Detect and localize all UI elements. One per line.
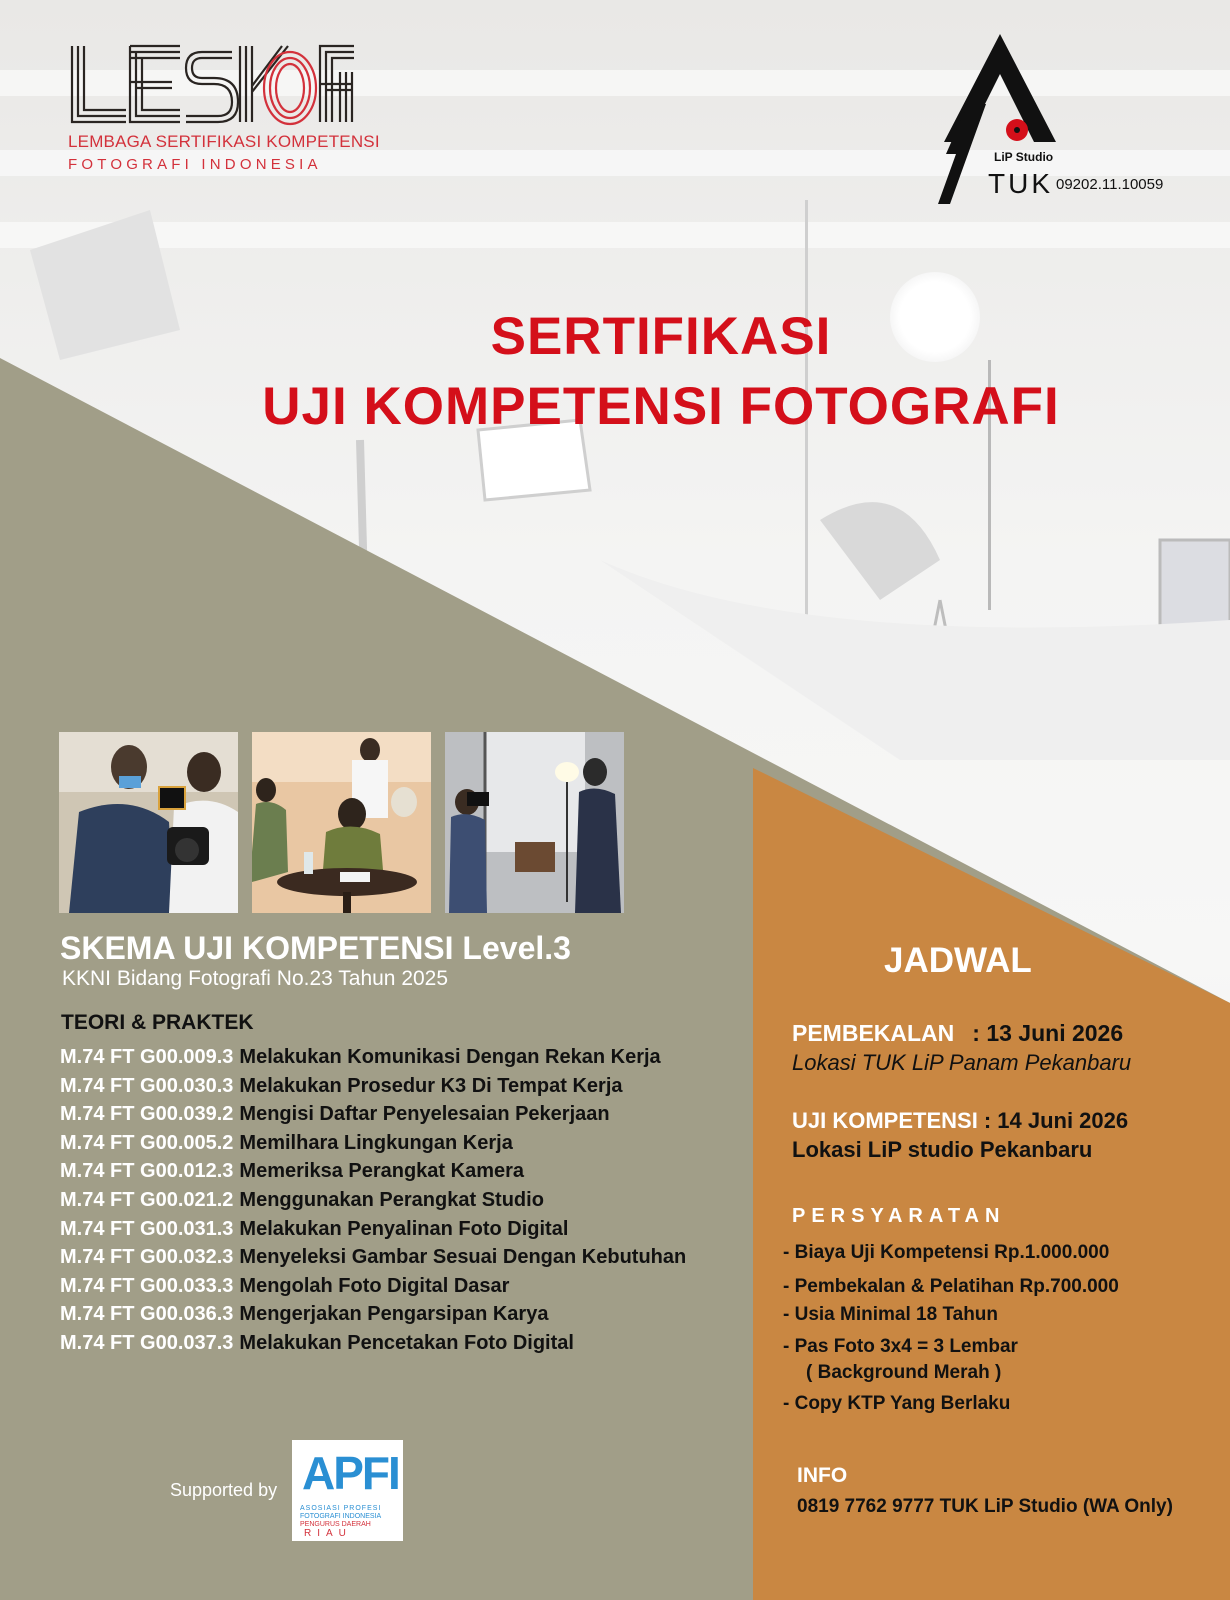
theory-practice-heading: TEORI & PRAKTEK (61, 1011, 254, 1034)
unit-code: M.74 FT G00.012.3 (60, 1160, 234, 1183)
unit-description: Memilhara Lingkungan Kerja (239, 1131, 513, 1154)
uji-kompetensi-label: UJI KOMPETENSI (792, 1108, 978, 1133)
unit-code: M.74 FT G00.021.2 (60, 1188, 234, 1211)
photo-camera-check (59, 732, 238, 913)
uji-kompetensi-location: Lokasi LiP studio Pekanbaru (792, 1137, 1093, 1162)
apfi-riau-logo (292, 1440, 403, 1541)
unit-code: M.74 FT G00.039.2 (60, 1103, 234, 1126)
requirement-item: - Pas Foto 3x4 = 3 Lembar (783, 1336, 1018, 1357)
pembekalan-location: Lokasi TUK LiP Panam Pekanbaru (792, 1050, 1132, 1075)
competency-unit (60, 1275, 686, 1304)
unit-code: M.74 FT G00.031.3 (60, 1217, 234, 1240)
competency-unit (60, 1160, 686, 1189)
competency-unit-list (60, 1046, 686, 1361)
scheme-title: SKEMA UJI KOMPETENSI Level.3 (60, 930, 571, 966)
unit-description: Melakukan Penyalinan Foto Digital (239, 1217, 569, 1240)
unit-description: Menyeleksi Gambar Sesuai Dengan Kebutuhan (239, 1246, 687, 1269)
scheme-subtitle: KKNI Bidang Fotografi No.23 Tahun 2025 (62, 967, 449, 990)
info-contact: 0819 7762 9777 TUK LiP Studio (WA Only) (797, 1496, 1173, 1517)
apfi-line4: RIAU (304, 1528, 352, 1539)
tuk-code: 09202.11.10059 (1056, 176, 1164, 193)
requirement-item-note: ( Background Merah ) (806, 1362, 1002, 1383)
unit-description: Melakukan Pencetakan Foto Digital (239, 1331, 574, 1354)
supported-by-label: Supported by (170, 1480, 278, 1500)
competency-unit (60, 1103, 686, 1132)
apfi-line2: FOTOGRAFI INDONESIA (300, 1513, 382, 1520)
pembekalan-date: : 13 Juni 2026 (972, 1020, 1124, 1046)
photo-studio-practice (445, 732, 624, 913)
leskofi-logo (68, 42, 380, 173)
unit-code: M.74 FT G00.036.3 (60, 1303, 234, 1326)
tuk-label: TUK (988, 168, 1053, 199)
competency-unit (60, 1246, 686, 1275)
competency-unit (60, 1189, 686, 1218)
apfi-line3: PENGURUS DAERAH (300, 1521, 371, 1528)
competency-unit (60, 1332, 686, 1361)
tuk-lip-studio-logo (938, 34, 1178, 204)
unit-description: Memeriksa Perangkat Kamera (239, 1160, 525, 1183)
unit-code: M.74 FT G00.005.2 (60, 1131, 234, 1154)
photo-written-test (252, 732, 431, 913)
schedule-heading: JADWAL (884, 941, 1032, 980)
unit-description: Melakukan Prosedur K3 Di Tempat Kerja (239, 1074, 623, 1097)
requirements-heading: PERSYARATAN (792, 1205, 1006, 1227)
unit-description: Mengerjakan Pengarsipan Karya (239, 1303, 549, 1326)
competency-unit (60, 1132, 686, 1161)
competency-unit (60, 1303, 686, 1332)
unit-code: M.74 FT G00.032.3 (60, 1246, 234, 1269)
unit-code: M.74 FT G00.009.3 (60, 1046, 234, 1068)
uji-kompetensi-row (792, 1108, 1128, 1134)
requirement-item: - Usia Minimal 18 Tahun (783, 1304, 999, 1325)
info-heading: INFO (797, 1464, 848, 1487)
unit-description: Menggunakan Perangkat Studio (239, 1188, 544, 1211)
unit-description: Melakukan Komunikasi Dengan Rekan Kerja (239, 1046, 661, 1068)
unit-description: Mengolah Foto Digital Dasar (239, 1274, 510, 1297)
requirement-item: - Copy KTP Yang Berlaku (783, 1393, 1011, 1414)
competency-unit (60, 1218, 686, 1247)
unit-code: M.74 FT G00.037.3 (60, 1331, 234, 1354)
leskofi-logo-mark (68, 42, 360, 128)
competency-unit (60, 1075, 686, 1104)
uji-kompetensi-date: : 14 Juni 2026 (983, 1108, 1129, 1133)
leskofi-name-line2: FOTOGRAFI INDONESIA (68, 156, 322, 173)
apfi-logo-word: APFI (302, 1447, 399, 1499)
unit-description: Mengisi Daftar Penyelesaian Pekerjaan (239, 1103, 610, 1126)
unit-code: M.74 FT G00.033.3 (60, 1274, 234, 1297)
leskofi-name-line1: LEMBAGA SERTIFIKASI KOMPETENSI (68, 132, 380, 151)
pembekalan-label: PEMBEKALAN (792, 1020, 955, 1046)
lip-studio-label: LiP Studio (994, 150, 1054, 164)
main-title-line2: UJI KOMPETENSI FOTOGRAFI (262, 377, 1060, 436)
unit-code: M.74 FT G00.030.3 (60, 1074, 234, 1097)
requirement-item: - Biaya Uji Kompetensi Rp.1.000.000 (783, 1242, 1110, 1263)
apfi-line1: ASOSIASI PROFESI (300, 1505, 382, 1512)
requirement-item: - Pembekalan & Pelatihan Rp.700.000 (783, 1276, 1119, 1297)
competency-unit (60, 1046, 686, 1075)
main-title-line1: SERTIFIKASI (490, 307, 832, 366)
pembekalan-row (792, 1020, 1123, 1047)
